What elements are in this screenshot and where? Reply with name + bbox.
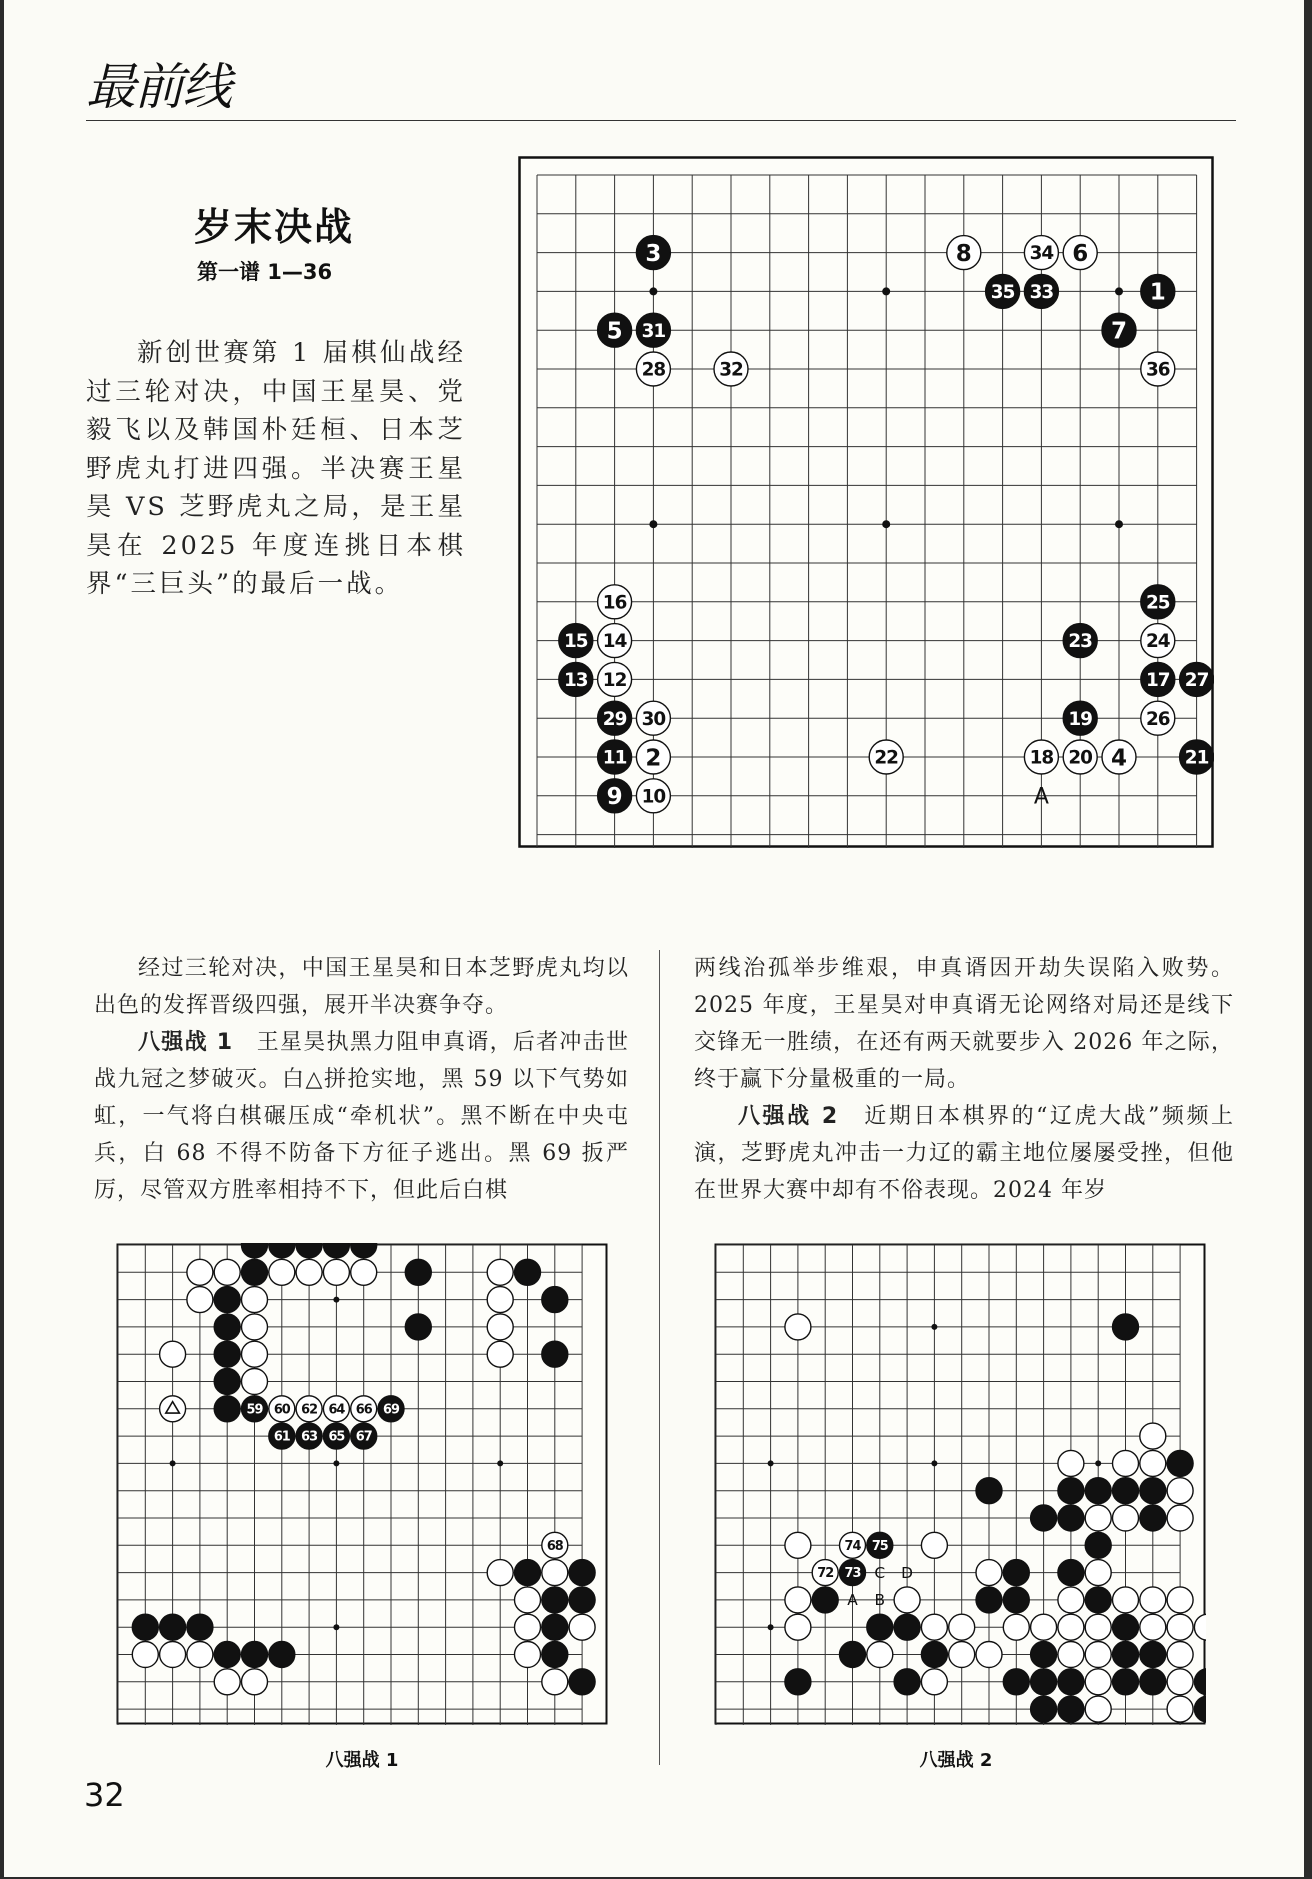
board-label: C [874, 1563, 886, 1582]
white-stone [542, 1560, 568, 1586]
go-board-diagram-1 [116, 1243, 608, 1725]
move-number: 73 [844, 1566, 861, 1582]
black-stone [1180, 662, 1214, 696]
black-stone [242, 1396, 268, 1422]
black-stone [636, 313, 670, 347]
star-point [170, 1460, 176, 1466]
white-stone [269, 1259, 295, 1285]
white-stone [351, 1259, 377, 1285]
article-title: 岁末决战 [194, 205, 355, 249]
move-number: 6 [1072, 240, 1089, 267]
black-stone [1058, 1669, 1084, 1695]
move-number: 24 [1146, 631, 1170, 653]
white-stone [714, 352, 748, 386]
black-stone [894, 1614, 920, 1640]
white-stone [636, 779, 670, 813]
move-number: 18 [1029, 747, 1054, 769]
black-stone [598, 779, 632, 813]
white-stone [487, 1287, 513, 1313]
black-stone [1140, 1642, 1166, 1668]
move-number: 13 [564, 670, 588, 692]
black-stone [515, 1560, 541, 1586]
board-label: D [901, 1563, 914, 1582]
black-stone [1058, 1560, 1084, 1586]
move-number: 72 [817, 1566, 834, 1582]
section-title: 最前线 [86, 58, 230, 116]
white-stone [1058, 1450, 1084, 1476]
black-stone [1113, 1614, 1139, 1640]
white-stone [323, 1396, 349, 1422]
black-stone [242, 1259, 268, 1285]
black-stone [1141, 585, 1175, 619]
white-stone [785, 1614, 811, 1640]
black-stone [269, 1642, 295, 1668]
black-stone [921, 1642, 947, 1668]
white-stone [636, 740, 670, 774]
move-number: 5 [606, 318, 623, 345]
star-point [333, 1297, 339, 1303]
move-number: 14 [602, 631, 627, 653]
star-point [882, 520, 890, 528]
body-paragraph: 两线治孤举步维艰，申真谞因开劫失误陷入败势。2025 年度，王星昊对申真谞无论网络对局还是线下交锋无一胜绩，在还有两天就要步入 2026 年之际，终于赢下分量极重的一局。 [694, 956, 1234, 1092]
white-stone [1140, 1423, 1166, 1449]
white-stone [1063, 236, 1097, 270]
black-stone [542, 1587, 568, 1613]
white-stone [1085, 1614, 1111, 1640]
white-stone [1085, 1505, 1111, 1531]
move-number: 20 [1068, 747, 1092, 769]
white-stone [515, 1642, 541, 1668]
white-stone [323, 1259, 349, 1285]
black-stone [296, 1423, 322, 1449]
white-stone [1058, 1614, 1084, 1640]
white-stone [242, 1314, 268, 1340]
white-stone [867, 1642, 893, 1668]
move-number: 33 [1029, 282, 1054, 304]
header-rule [86, 120, 1236, 121]
white-stone [187, 1642, 213, 1668]
move-number: 11 [602, 747, 627, 769]
white-stone [1141, 701, 1175, 735]
move-number: 2 [645, 745, 662, 772]
black-stone [569, 1587, 595, 1613]
move-number: 75 [871, 1538, 888, 1554]
black-stone [378, 1396, 404, 1422]
white-stone [921, 1669, 947, 1695]
black-stone [214, 1287, 240, 1313]
paragraph-text: 近期日本棋界的“辽虎大战”频频上演，芝野虎丸冲击一力辽的霸主地位屡屡受挫，但他在世界大赛中却有不俗表现。2024 年岁 [694, 1104, 1235, 1203]
black-stone [840, 1642, 866, 1668]
body-paragraph [694, 1098, 1234, 1209]
white-stone [1085, 1696, 1111, 1722]
white-stone [976, 1642, 1002, 1668]
black-stone [160, 1614, 186, 1640]
black-stone [515, 1259, 541, 1285]
black-stone [1058, 1478, 1084, 1504]
move-number: 17 [1146, 670, 1170, 692]
star-point [649, 520, 657, 528]
go-board-diagram-2 [714, 1243, 1206, 1725]
black-stone [636, 236, 670, 270]
move-number: 60 [273, 1402, 290, 1418]
black-stone [1003, 1560, 1029, 1586]
black-stone [569, 1669, 595, 1695]
board-label: A [1033, 784, 1049, 810]
black-stone [1063, 701, 1097, 735]
white-stone [269, 1396, 295, 1422]
move-number: 63 [301, 1429, 318, 1445]
white-stone [242, 1369, 268, 1395]
black-stone [1058, 1505, 1084, 1531]
white-stone [1063, 740, 1097, 774]
black-stone [1141, 274, 1175, 308]
white-stone [598, 585, 632, 619]
white-stone [351, 1396, 377, 1422]
star-point [931, 1324, 937, 1330]
board-label: A [847, 1591, 858, 1610]
white-stone [921, 1614, 947, 1640]
white-stone [598, 624, 632, 658]
white-stone [515, 1587, 541, 1613]
move-number: 67 [355, 1429, 372, 1445]
white-stone [242, 1341, 268, 1367]
white-stone [785, 1314, 811, 1340]
white-stone [636, 701, 670, 735]
diagram-1-caption: 八强战 1 [325, 1750, 399, 1771]
black-stone [894, 1669, 920, 1695]
black-stone [867, 1614, 893, 1640]
black-stone [1140, 1478, 1166, 1504]
black-stone [1102, 313, 1136, 347]
black-stone [242, 1642, 268, 1668]
body-paragraph: 经过三轮对决，中国王星昊和日本芝野虎丸均以出色的发挥晋级四强，展开半决赛争夺。 [94, 956, 629, 1018]
white-stone [160, 1341, 186, 1367]
white-stone [1102, 740, 1136, 774]
move-number: 26 [1146, 708, 1170, 730]
white-stone [242, 1287, 268, 1313]
move-number: 28 [641, 359, 666, 381]
black-stone [405, 1314, 431, 1340]
spectrum-label: 第一谱 1—36 [197, 260, 333, 284]
black-stone [1003, 1669, 1029, 1695]
magazine-page [4, 0, 1304, 1877]
white-stone [894, 1587, 920, 1613]
move-number: 34 [1029, 243, 1054, 265]
star-point [768, 1624, 774, 1630]
black-stone [1180, 740, 1214, 774]
white-stone [1031, 1614, 1057, 1640]
black-stone [559, 624, 593, 658]
white-stone [921, 1532, 947, 1558]
move-number: 12 [602, 670, 627, 692]
move-number: 30 [641, 708, 666, 730]
black-stone [1024, 274, 1058, 308]
white-stone [1085, 1642, 1111, 1668]
move-number: 62 [301, 1402, 318, 1418]
black-stone [598, 740, 632, 774]
white-stone [869, 740, 903, 774]
white-stone [242, 1669, 268, 1695]
black-stone [214, 1396, 240, 1422]
move-number: 10 [641, 786, 666, 808]
white-stone [1024, 236, 1058, 270]
black-stone [351, 1423, 377, 1449]
black-stone [812, 1587, 838, 1613]
black-stone [1167, 1450, 1193, 1476]
move-number: 3 [645, 240, 662, 267]
star-point [333, 1460, 339, 1466]
black-stone [569, 1560, 595, 1586]
white-stone [1141, 352, 1175, 386]
white-stone [785, 1587, 811, 1613]
black-stone [542, 1341, 568, 1367]
black-stone [976, 1478, 1002, 1504]
black-stone [542, 1287, 568, 1313]
white-stone [949, 1642, 975, 1668]
black-stone [1113, 1669, 1139, 1695]
black-stone [187, 1614, 213, 1640]
move-number: 35 [990, 282, 1015, 304]
black-stone [214, 1341, 240, 1367]
black-stone [214, 1314, 240, 1340]
star-point [1115, 520, 1123, 528]
white-stone [1113, 1587, 1139, 1613]
black-stone [323, 1423, 349, 1449]
move-number: 74 [844, 1538, 861, 1554]
white-stone [785, 1532, 811, 1558]
black-stone [1140, 1669, 1166, 1695]
white-stone [1085, 1669, 1111, 1695]
white-stone [296, 1259, 322, 1285]
white-stone [1003, 1614, 1029, 1640]
white-stone [1113, 1505, 1139, 1531]
star-point [1095, 1460, 1101, 1466]
move-number: 32 [719, 359, 743, 381]
move-number: 15 [564, 631, 588, 653]
white-stone [1141, 624, 1175, 658]
black-stone [1031, 1505, 1057, 1531]
white-stone [636, 352, 670, 386]
move-number: 27 [1184, 670, 1209, 692]
black-stone [1140, 1505, 1166, 1531]
move-number: 59 [246, 1402, 263, 1418]
white-stone [160, 1642, 186, 1668]
black-stone [542, 1642, 568, 1668]
white-stone [949, 1614, 975, 1640]
white-stone [160, 1396, 186, 1422]
star-point [649, 287, 657, 295]
white-stone [1167, 1587, 1193, 1613]
black-stone [405, 1259, 431, 1285]
move-number: 31 [641, 320, 666, 342]
white-stone [1167, 1478, 1193, 1504]
move-number: 36 [1146, 359, 1170, 381]
black-stone [1113, 1314, 1139, 1340]
star-point [931, 1460, 937, 1466]
black-stone [785, 1669, 811, 1695]
move-number: 61 [273, 1429, 290, 1445]
white-stone [1140, 1587, 1166, 1613]
black-stone [1085, 1532, 1111, 1558]
white-stone [598, 662, 632, 696]
white-stone [187, 1287, 213, 1313]
black-stone [1003, 1587, 1029, 1613]
white-stone [1058, 1642, 1084, 1668]
move-number: 19 [1068, 708, 1092, 730]
black-stone [840, 1560, 866, 1586]
white-stone [569, 1614, 595, 1640]
white-stone [487, 1560, 513, 1586]
black-stone [1113, 1642, 1139, 1668]
column-divider [659, 950, 660, 1765]
white-stone [487, 1314, 513, 1340]
page-number: 32 [84, 1776, 125, 1814]
move-number: 7 [1110, 318, 1128, 345]
move-number: 1 [1149, 279, 1166, 306]
section-lead: 八强战 2 [738, 1104, 839, 1129]
black-stone [559, 662, 593, 696]
white-stone [487, 1259, 513, 1285]
white-stone [515, 1614, 541, 1640]
black-stone [1058, 1696, 1084, 1722]
move-number: 16 [602, 592, 627, 614]
move-number: 66 [355, 1402, 372, 1418]
body-paragraph [94, 1024, 629, 1209]
move-number: 25 [1146, 592, 1170, 614]
black-stone [132, 1614, 158, 1640]
move-number: 23 [1068, 631, 1092, 653]
move-number: 4 [1110, 745, 1128, 772]
black-stone [986, 274, 1020, 308]
star-point [497, 1460, 503, 1466]
body-column-left [94, 950, 629, 1209]
move-number: 65 [328, 1429, 345, 1445]
white-stone [812, 1560, 838, 1586]
white-stone [1024, 740, 1058, 774]
star-point [333, 1624, 339, 1630]
white-stone [1167, 1669, 1193, 1695]
paragraph-text: 王星昊执黑力阻申真谞，后者冲击世战九冠之梦破灭。白△拼抢实地，黑 59 以下气势如虹，一气将白棋碾压成“牵机状”。黑不断在中央屯兵，白 68 不得不防备下方征子逃出。黑 69 扳严厉，尽管双方胜率相持不下，但此后白棋 [94, 1030, 629, 1203]
black-stone [598, 313, 632, 347]
white-stone [1167, 1642, 1193, 1668]
white-stone [296, 1396, 322, 1422]
star-point [768, 1460, 774, 1466]
go-board-main [518, 156, 1214, 848]
black-stone [598, 701, 632, 735]
move-number: 8 [955, 240, 972, 267]
body-column-right [694, 950, 1234, 1209]
move-number: 22 [874, 747, 898, 769]
move-number: 68 [546, 1538, 563, 1554]
white-stone [214, 1669, 240, 1695]
star-point [882, 287, 890, 295]
white-stone [1167, 1614, 1193, 1640]
black-stone [269, 1423, 295, 1449]
white-stone [187, 1259, 213, 1285]
black-stone [1063, 624, 1097, 658]
move-number: 64 [328, 1402, 345, 1418]
white-stone [840, 1532, 866, 1558]
board-label: B [874, 1591, 886, 1610]
white-stone [542, 1669, 568, 1695]
black-stone [542, 1614, 568, 1640]
white-stone [1085, 1560, 1111, 1586]
white-stone [214, 1259, 240, 1285]
black-stone [1031, 1696, 1057, 1722]
star-point [1115, 287, 1123, 295]
diagram-2-caption: 八强战 2 [919, 1750, 993, 1771]
black-stone [1031, 1669, 1057, 1695]
black-stone [1031, 1642, 1057, 1668]
white-stone [947, 236, 981, 270]
white-stone [1167, 1696, 1193, 1722]
section-lead: 八强战 1 [138, 1030, 234, 1055]
black-stone [1085, 1587, 1111, 1613]
move-number: 69 [383, 1402, 399, 1418]
black-stone [214, 1369, 240, 1395]
move-number: 9 [606, 784, 623, 811]
move-number: 21 [1184, 747, 1209, 769]
black-stone [867, 1532, 893, 1558]
white-stone [1113, 1450, 1139, 1476]
white-stone [1140, 1450, 1166, 1476]
black-stone [1085, 1478, 1111, 1504]
black-stone [976, 1587, 1002, 1613]
white-stone [1140, 1614, 1166, 1640]
white-stone [1058, 1587, 1084, 1613]
white-stone [487, 1341, 513, 1367]
white-stone [132, 1642, 158, 1668]
white-stone [1167, 1505, 1193, 1531]
black-stone [1141, 662, 1175, 696]
white-stone [542, 1532, 568, 1558]
move-number: 29 [602, 708, 627, 730]
white-stone [976, 1560, 1002, 1586]
black-stone [214, 1642, 240, 1668]
black-stone [1113, 1478, 1139, 1504]
intro-paragraph: 新创世赛第 1 届棋仙战经过三轮对决，中国王星昊、党毅飞以及韩国朴廷桓、日本芝野虎丸打进四强。半决赛王星昊 VS 芝野虎丸之局，是王星昊在 2025 年度连挑日本棋界“三巨头”的最后一战。 [86, 338, 466, 599]
